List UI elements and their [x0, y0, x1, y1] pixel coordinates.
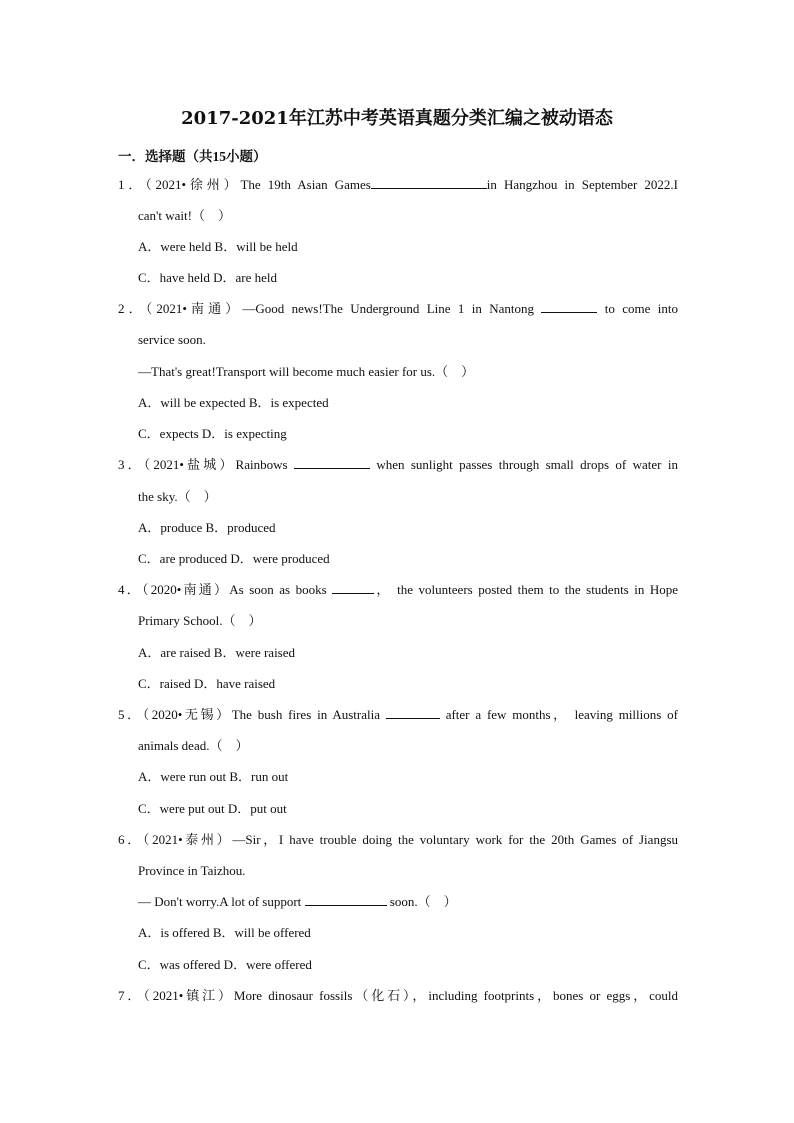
- question-5-stem-line-2: animals dead.（ ）: [138, 738, 249, 753]
- question-text: to come into: [604, 301, 679, 316]
- question-3-options-row-2: C．are produced D．were produced: [138, 551, 330, 566]
- question-1-options-row-1: A．were held B．will be held: [138, 239, 298, 254]
- section-heading: 一．选择题（共15小题）: [118, 149, 267, 164]
- question-text: 4．（2020•南通）As soon as books: [118, 582, 327, 597]
- question-text: after a few months， leaving millions of: [445, 707, 678, 722]
- question-2-options-row-1: A．will be expected B．is expected: [138, 395, 329, 410]
- question-5-stem-line-1: [118, 705, 678, 725]
- question-text: ， the volunteers posted them to the students in Hope: [374, 582, 679, 597]
- question-4-options-row-2: C．raised D．have raised: [138, 676, 276, 691]
- question-4-stem-line-1: [118, 580, 678, 600]
- question-1-stem-line-1: [118, 175, 678, 195]
- answer-blank: [332, 580, 374, 594]
- question-2-stem-line-1: [118, 299, 678, 319]
- question-text: in Hangzhou in September 2022.I: [486, 177, 679, 192]
- question-2-options-row-2: C．expects D．is expecting: [138, 426, 287, 441]
- question-text: 1．（2021•徐州）The 19th Asian Games: [118, 177, 371, 192]
- question-1-stem-line-2: can't wait!（ ）: [138, 208, 231, 223]
- answer-blank: [294, 455, 370, 469]
- answer-blank: [305, 892, 387, 906]
- question-6-stem-line-2: Province in Taizhou.: [138, 863, 246, 878]
- answer-blank: [371, 175, 487, 189]
- answer-blank: [541, 299, 597, 313]
- question-5-options-row-2: C．were put out D．put out: [138, 801, 287, 816]
- question-3-options-row-1: A．produce B．produced: [138, 520, 276, 535]
- question-text: when sunlight passes through small drops of water in: [376, 457, 678, 472]
- question-text: — Don't worry.A lot of support: [138, 894, 302, 909]
- question-3-stem-line-2: the sky.（ ）: [138, 489, 217, 504]
- question-3-stem-line-1: [118, 455, 678, 475]
- question-text: 3．（2021•盐城）Rainbows: [118, 457, 288, 472]
- question-text: soon.（ ）: [389, 894, 457, 909]
- question-4-options-row-1: A．are raised B．were raised: [138, 645, 296, 660]
- question-6-options-row-2: C．was offered D．were offered: [138, 957, 312, 972]
- question-6-stem-line-1: 6．（2021•泰州）—Sir，I have trouble doing the voluntary work for the 20th Games of Jiangsu: [118, 832, 678, 847]
- page-title: 2017-2021年江苏中考英语真题分类汇编之被动语态: [181, 108, 613, 129]
- question-2-stem-line-3: —That's great!Transport will become much easier for us.（ ）: [138, 364, 475, 379]
- question-6-options-row-1: A．is offered B．will be offered: [138, 925, 311, 940]
- question-text: 5．（2020•无锡）The bush fires in Australia: [118, 707, 380, 722]
- question-1-options-row-2: C．have held D．are held: [138, 270, 277, 285]
- question-5-options-row-1: A．were run out B．run out: [138, 769, 289, 784]
- answer-blank: [386, 705, 440, 719]
- question-7-stem-line-1: 7．（2021•镇江）More dinosaur fossils（化石），including footprints，bones or eggs，could: [118, 988, 678, 1003]
- question-4-stem-line-2: Primary School.（ ）: [138, 613, 262, 628]
- question-6-stem-line-3: [138, 892, 678, 912]
- question-2-stem-line-2: service soon.: [138, 332, 206, 347]
- question-text: 2．（2021•南通）—Good news!The Underground Line 1 in Nantong: [118, 301, 535, 316]
